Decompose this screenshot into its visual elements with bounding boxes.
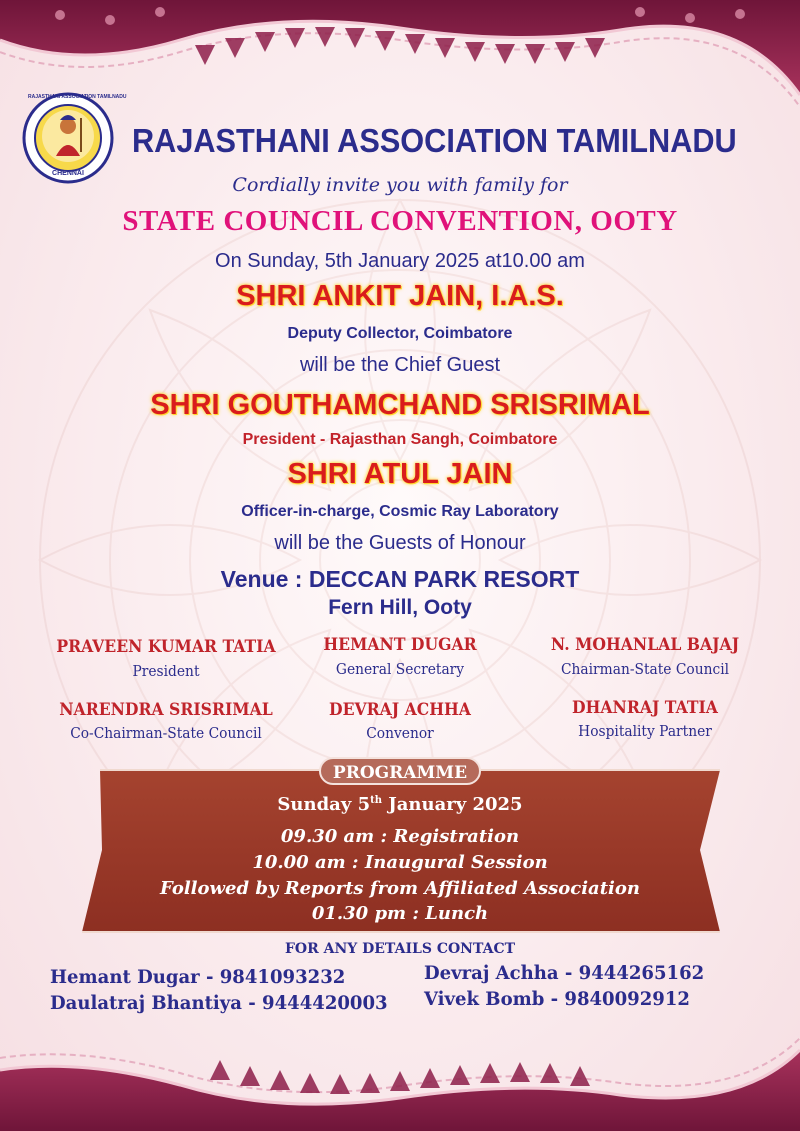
venue-line: Venue : DECCAN PARK RESORT [220, 566, 580, 592]
programme-item: 10.00 am : Inaugural Session [252, 852, 548, 873]
office-bearer-name: DHANRAJ TATIA [572, 698, 718, 718]
office-bearer-role: Co-Chairman-State Council [70, 724, 262, 742]
chief-guest-note: will be the Chief Guest [299, 354, 501, 376]
guests-note: will be the Guests of Honour [274, 532, 526, 554]
logo-city: CHENNAI [52, 170, 84, 177]
office-bearer-role: Hospitality Partner [578, 722, 712, 740]
contact-person: Daulatraj Bhantiya - 9444420003 [50, 992, 388, 1014]
programme-item: Followed by Reports from Affiliated Association [160, 878, 640, 899]
office-bearer-name: N. MOHANLAL BAJAJ [550, 635, 740, 655]
office-bearer-name: DEVRAJ ACHHA [329, 700, 471, 720]
chief-guest-name: SHRI ANKIT JAIN, I.A.S. [236, 280, 564, 312]
event-date-line: On Sunday, 5th January 2025 at10.00 am [215, 250, 585, 272]
logo-ring-text: RAJASTHANI ASSOCIATION TAMILNADU [28, 94, 127, 100]
guest-of-honour-name: SHRI GOUTHAMCHAND SRISRIMAL [150, 389, 650, 421]
office-bearer-role: Chairman-State Council [560, 660, 730, 678]
event-title: STATE COUNCIL CONVENTION, OOTY [122, 205, 678, 237]
chief-guest-role: Deputy Collector, Coimbatore [287, 325, 513, 342]
venue-address: Fern Hill, Ooty [328, 596, 472, 619]
office-bearer-role: President [132, 662, 200, 680]
office-bearer-role: Convenor [366, 724, 434, 742]
programme-item: 09.30 am : Registration [280, 826, 520, 847]
office-bearer-name: HEMANT DUGAR [323, 635, 477, 655]
contact-person: Hemant Dugar - 9841093232 [50, 966, 346, 988]
office-bearer-name: NARENDRA SRISRIMAL [59, 700, 273, 720]
guest-of-honour-name: SHRI ATUL JAIN [287, 458, 513, 490]
programme-item: 01.30 pm : Lunch [311, 903, 489, 924]
programme-date: Sunday 5th January 2025 [277, 794, 523, 815]
contact-person: Devraj Achha - 9444265162 [424, 962, 705, 984]
organization-title: RAJASTHANI ASSOCIATION TAMILNADU [132, 122, 737, 159]
office-bearer-role: General Secretary [335, 660, 465, 678]
contact-heading: FOR ANY DETAILS CONTACT [284, 941, 516, 957]
invitation-line: Cordially invite you with family for [232, 174, 568, 196]
programme-label: PROGRAMME [319, 757, 481, 785]
top-border [0, 0, 800, 107]
guest-of-honour-role: Officer-in-charge, Cosmic Ray Laboratory [241, 503, 559, 520]
bottom-border [0, 1038, 800, 1131]
association-logo [22, 92, 127, 184]
office-bearer-name: PRAVEEN KUMAR TATIA [56, 637, 276, 657]
guest-of-honour-role: President - Rajasthan Sangh, Coimbatore [242, 431, 558, 448]
contact-person: Vivek Bomb - 9840092912 [424, 988, 690, 1010]
